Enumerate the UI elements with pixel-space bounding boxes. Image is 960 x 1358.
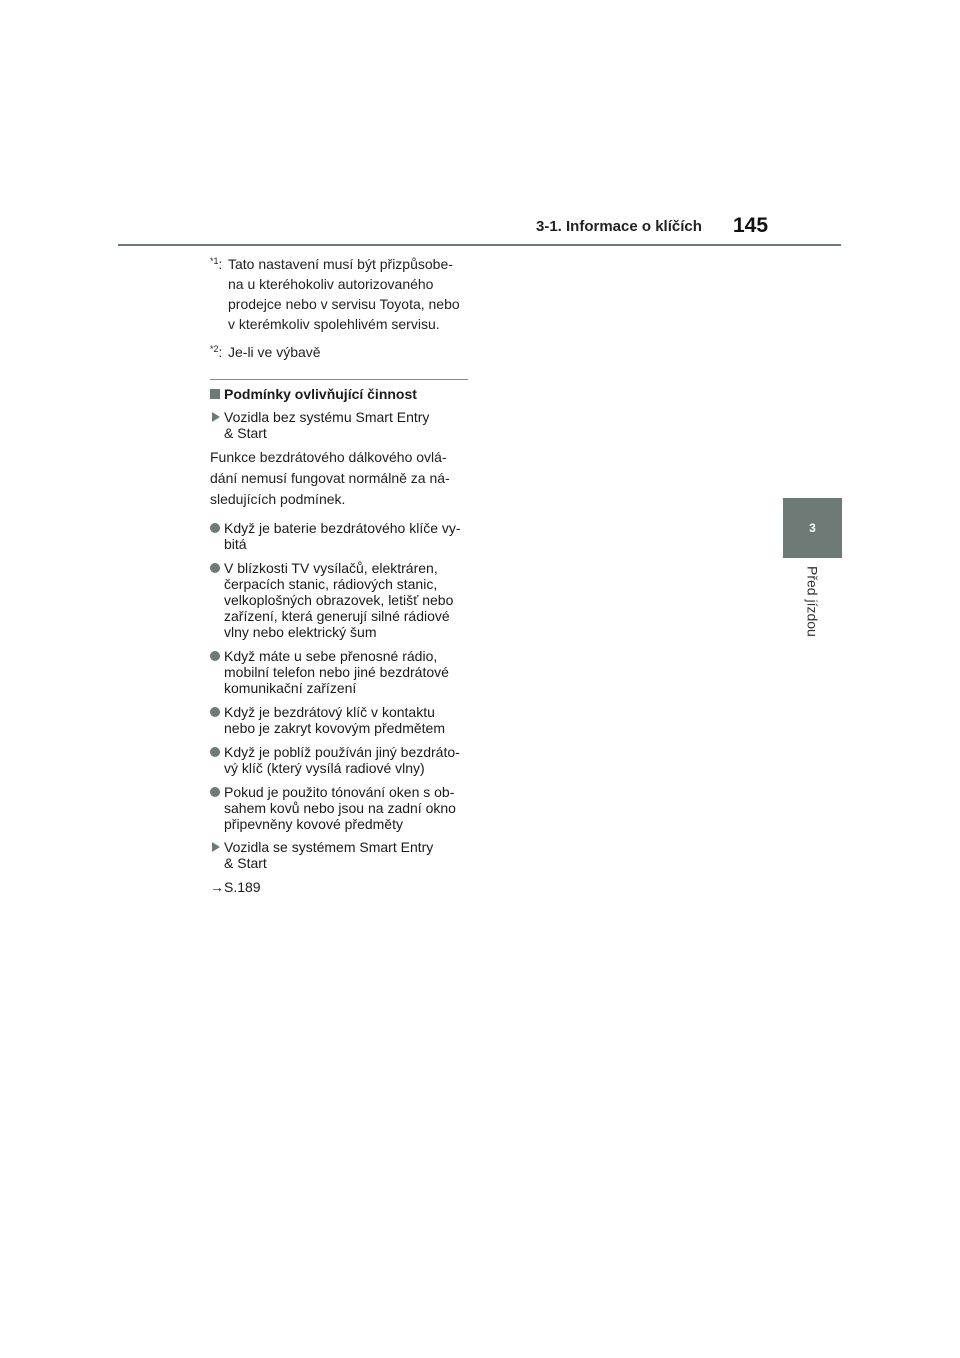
page-reference-link[interactable]: →S.189 xyxy=(210,879,261,895)
list-item xyxy=(210,784,472,832)
list-item xyxy=(210,744,472,776)
list-item-line: Když je poblíž používán jiný bezdráto- xyxy=(224,744,460,760)
list-item xyxy=(210,648,472,696)
footnote-line: Tato nastavení musí být přizpůsobe- xyxy=(228,256,453,272)
page-number: 145 xyxy=(733,214,769,237)
list-item-line: čerpacích stanic, rádiových stanic, xyxy=(224,576,438,592)
footnote-line: na u kteréhokoliv autorizovaného xyxy=(228,276,434,292)
footnote-marker: $^{*1}$: xyxy=(210,256,223,272)
list-item-line: mobilní telefon nebo jiné bezdrátové xyxy=(224,664,449,680)
list-item-line: zařízení, která generují silné rádiové xyxy=(224,608,450,624)
list-item-line: velkoplošných obrazovek, letišť nebo xyxy=(224,592,454,608)
list-item-line: připevněny kovové předměty xyxy=(224,816,403,832)
section-heading-text: Podmínky ovlivňující činnost xyxy=(224,386,417,402)
chapter-tab[interactable] xyxy=(783,498,842,558)
footnote-line: prodejce nebo v servisu Toyota, nebo xyxy=(228,296,460,312)
list-item xyxy=(210,560,472,640)
paragraph-line: Funkce bezdrátového dálkového ovlá- xyxy=(210,449,447,465)
list-item-line: sahem kovů nebo jsou na zadní okno xyxy=(224,800,456,816)
vehicle-type-line: & Start xyxy=(224,425,267,441)
circle-bullet-icon xyxy=(210,523,220,533)
list-item-line: Když je baterie bezdrátového klíče vy- xyxy=(224,520,461,536)
footnote-marker: $^{*2}$: xyxy=(210,344,223,360)
vehicle-type-line: Vozidla bez systému Smart Entry xyxy=(224,409,430,425)
vehicle-type-item xyxy=(210,839,472,871)
vehicle-type-line: & Start xyxy=(224,855,267,871)
circle-bullet-icon xyxy=(210,707,220,717)
section-divider xyxy=(210,379,468,380)
circle-bullet-icon xyxy=(210,747,220,757)
circle-bullet-icon xyxy=(210,787,220,797)
circle-bullet-icon xyxy=(210,563,220,573)
list-item-line: bitá xyxy=(224,536,247,552)
footnote-line: v kterémkoliv spolehlivém servisu. xyxy=(228,316,440,332)
list-item-line: Pokud je použito tónování oken s ob- xyxy=(224,784,455,800)
circle-bullet-icon xyxy=(210,651,220,661)
list-item-line: Když je bezdrátový klíč v kontaktu xyxy=(224,704,435,720)
triangle-bullet-icon xyxy=(212,842,220,852)
list-item xyxy=(210,704,472,736)
paragraph-line: dání nemusí fungovat normálně za ná- xyxy=(210,470,450,486)
list-item-line: vý klíč (který vysílá radiové vlny) xyxy=(224,760,425,776)
chapter-label xyxy=(783,566,842,646)
chapter-number: 3 xyxy=(809,521,816,535)
section-title: 3-1. Informace o klíčích xyxy=(536,218,702,235)
vehicle-type-line: Vozidla se systémem Smart Entry xyxy=(224,839,434,855)
list-item xyxy=(210,520,472,552)
paragraph-line: sledujících podmínek. xyxy=(210,491,346,507)
list-item-line: komunikační zařízení xyxy=(224,680,357,696)
list-item-line: nebo je zakryt kovovým předmětem xyxy=(224,720,445,736)
section-heading xyxy=(210,384,472,404)
square-bullet-icon xyxy=(210,389,220,399)
footnote-line: Je-li ve výbavě xyxy=(228,344,321,360)
list-item-line: V blízkosti TV vysílačů, elektráren, xyxy=(224,560,438,576)
list-item-line: vlny nebo elektrický šum xyxy=(224,624,377,640)
intro-paragraph xyxy=(210,447,472,510)
triangle-bullet-icon xyxy=(212,412,220,422)
list-item-line: Když máte u sebe přenosné rádio, xyxy=(224,648,438,664)
footnote-1 xyxy=(210,254,472,334)
footnote-2 xyxy=(210,342,472,362)
content-column xyxy=(210,254,472,896)
chapter-label-text: Před jízdou xyxy=(804,566,821,637)
vehicle-type-item xyxy=(210,409,472,441)
header-divider xyxy=(118,244,841,246)
